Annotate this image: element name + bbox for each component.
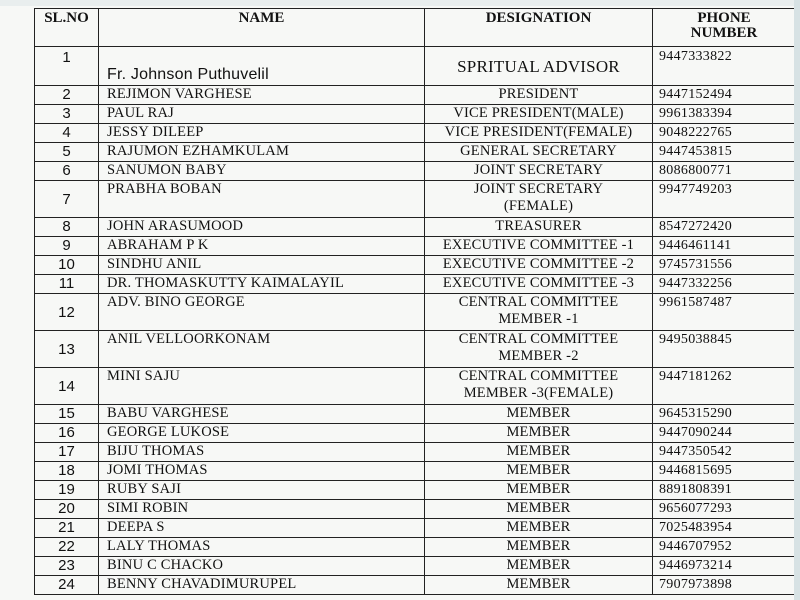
header-name: NAME <box>99 9 425 47</box>
cell-sl-no: 23 <box>35 557 99 576</box>
cell-name: DR. THOMASKUTTY KAIMALAYIL <box>99 275 425 294</box>
cell-designation <box>425 47 653 86</box>
designation-line: MEMBER <box>506 557 571 573</box>
designation-line: PRESIDENT <box>498 86 579 102</box>
table-row <box>35 424 796 443</box>
table-body <box>35 47 796 595</box>
table-row <box>35 237 796 256</box>
cell-designation <box>425 256 653 275</box>
table-row <box>35 218 796 237</box>
cell-phone: 9745731556 <box>653 256 796 275</box>
cell-sl-no: 16 <box>35 424 99 443</box>
cell-name: BABU VARGHESE <box>99 405 425 424</box>
cell-designation <box>425 86 653 105</box>
designation-line: MEMBER <box>506 538 571 554</box>
table-row <box>35 105 796 124</box>
cell-designation <box>425 124 653 143</box>
cell-phone: 9495038845 <box>653 331 796 368</box>
cell-phone: 8891808391 <box>653 481 796 500</box>
cell-sl-no: 19 <box>35 481 99 500</box>
designation-line: TREASURER <box>495 218 582 234</box>
cell-sl-no: 3 <box>35 105 99 124</box>
cell-designation <box>425 519 653 538</box>
header-phone-line2: NUMBER <box>690 25 758 41</box>
cell-phone: 9656077293 <box>653 500 796 519</box>
designation-line: EXECUTIVE COMMITTEE -2 <box>442 256 635 272</box>
cell-designation <box>425 405 653 424</box>
designation-line: EXECUTIVE COMMITTEE -3 <box>442 275 635 291</box>
designation-line: VICE PRESIDENT(MALE) <box>453 105 624 121</box>
cell-phone: 9446815695 <box>653 462 796 481</box>
cell-phone: 9645315290 <box>653 405 796 424</box>
designation-line: JOINT SECRETARY <box>473 181 604 197</box>
cell-designation <box>425 162 653 181</box>
table-row <box>35 405 796 424</box>
cell-name: JESSY DILEEP <box>99 124 425 143</box>
cell-name: RUBY SAJI <box>99 481 425 500</box>
cell-phone: 9447181262 <box>653 368 796 405</box>
cell-sl-no: 15 <box>35 405 99 424</box>
cell-designation <box>425 181 653 218</box>
table-row <box>35 86 796 105</box>
table-row <box>35 443 796 462</box>
cell-phone: 9447333822 <box>653 47 796 86</box>
cell-name: MINI SAJU <box>99 368 425 405</box>
designation-line: MEMBER <box>506 500 571 516</box>
page-top-edge <box>0 0 800 6</box>
designation-line: MEMBER -2 <box>498 348 579 364</box>
table-row <box>35 256 796 275</box>
cell-designation <box>425 218 653 237</box>
cell-phone: 9447453815 <box>653 143 796 162</box>
cell-sl-no: 24 <box>35 576 99 595</box>
designation-line: EXECUTIVE COMMITTEE -1 <box>442 237 635 253</box>
cell-sl-no: 12 <box>35 294 99 331</box>
cell-designation <box>425 143 653 162</box>
designation-line: MEMBER <box>506 576 571 592</box>
table-row <box>35 500 796 519</box>
cell-sl-no: 17 <box>35 443 99 462</box>
table-row <box>35 519 796 538</box>
header-designation: DESIGNATION <box>425 9 653 47</box>
designation-line: CENTRAL COMMITTEE <box>458 294 619 310</box>
cell-name: PRABHA BOBAN <box>99 181 425 218</box>
cell-designation <box>425 331 653 368</box>
cell-designation <box>425 538 653 557</box>
cell-sl-no: 8 <box>35 218 99 237</box>
cell-name: RAJUMON EZHAMKULAM <box>99 143 425 162</box>
cell-designation <box>425 237 653 256</box>
designation-line: MEMBER <box>506 443 571 459</box>
cell-name: SINDHU ANIL <box>99 256 425 275</box>
table-row <box>35 162 796 181</box>
designation-line: MEMBER <box>506 462 571 478</box>
cell-name: ADV. BINO GEORGE <box>99 294 425 331</box>
cell-name: REJIMON VARGHESE <box>99 86 425 105</box>
cell-phone: 9446973214 <box>653 557 796 576</box>
header-phone-number <box>653 9 796 47</box>
cell-phone: 7025483954 <box>653 519 796 538</box>
cell-phone: 9447152494 <box>653 86 796 105</box>
table-row <box>35 538 796 557</box>
cell-phone: 9961587487 <box>653 294 796 331</box>
cell-sl-no: 7 <box>35 181 99 218</box>
cell-sl-no: 21 <box>35 519 99 538</box>
table-row <box>35 294 796 331</box>
cell-phone: 9447090244 <box>653 424 796 443</box>
designation-line: MEMBER -3(FEMALE) <box>463 385 614 401</box>
cell-designation <box>425 294 653 331</box>
cell-name: PAUL RAJ <box>99 105 425 124</box>
cell-name: GEORGE LUKOSE <box>99 424 425 443</box>
cell-name: LALY THOMAS <box>99 538 425 557</box>
table-row <box>35 331 796 368</box>
cell-sl-no: 1 <box>35 47 99 86</box>
cell-name: DEEPA S <box>99 519 425 538</box>
cell-sl-no: 13 <box>35 331 99 368</box>
designation-line: MEMBER <box>506 519 571 535</box>
cell-designation <box>425 275 653 294</box>
cell-designation <box>425 557 653 576</box>
cell-sl-no: 4 <box>35 124 99 143</box>
cell-sl-no: 22 <box>35 538 99 557</box>
cell-sl-no: 18 <box>35 462 99 481</box>
cell-designation <box>425 443 653 462</box>
table-row <box>35 462 796 481</box>
cell-name: ANIL VELLOORKONAM <box>99 331 425 368</box>
cell-phone: 7907973898 <box>653 576 796 595</box>
cell-name: JOMI THOMAS <box>99 462 425 481</box>
cell-designation <box>425 105 653 124</box>
cell-phone: 9947749203 <box>653 181 796 218</box>
header-phone-line1: PHONE <box>697 10 751 26</box>
table-row <box>35 368 796 405</box>
designation-line: (FEMALE) <box>503 198 574 214</box>
cell-sl-no: 14 <box>35 368 99 405</box>
cell-name: JOHN ARASUMOOD <box>99 218 425 237</box>
header-sl-no: SL.NO <box>35 9 99 47</box>
table-row <box>35 124 796 143</box>
cell-name: BINU C CHACKO <box>99 557 425 576</box>
cell-sl-no: 9 <box>35 237 99 256</box>
cell-name: SIMI ROBIN <box>99 500 425 519</box>
cell-sl-no: 2 <box>35 86 99 105</box>
designation-line: CENTRAL COMMITTEE <box>458 331 619 347</box>
cell-name: ABRAHAM P K <box>99 237 425 256</box>
cell-designation <box>425 462 653 481</box>
cell-designation <box>425 368 653 405</box>
committee-table <box>34 8 796 595</box>
designation-line: SPRITUAL ADVISOR <box>457 56 620 76</box>
cell-sl-no: 10 <box>35 256 99 275</box>
table-row <box>35 181 796 218</box>
cell-designation <box>425 424 653 443</box>
cell-phone: 9048222765 <box>653 124 796 143</box>
cell-phone: 8547272420 <box>653 218 796 237</box>
cell-phone: 9447350542 <box>653 443 796 462</box>
table-row <box>35 576 796 595</box>
designation-line: MEMBER <box>506 405 571 421</box>
cell-sl-no: 11 <box>35 275 99 294</box>
designation-line: JOINT SECRETARY <box>473 162 604 178</box>
table-row <box>35 47 796 86</box>
designation-line: VICE PRESIDENT(FEMALE) <box>444 124 633 140</box>
cell-name: BIJU THOMAS <box>99 443 425 462</box>
cell-phone: 8086800771 <box>653 162 796 181</box>
designation-line: MEMBER -1 <box>498 311 579 327</box>
designation-line: MEMBER <box>506 481 571 497</box>
cell-designation <box>425 500 653 519</box>
cell-sl-no: 20 <box>35 500 99 519</box>
cell-name: BENNY CHAVADIMURUPEL <box>99 576 425 595</box>
cell-designation <box>425 481 653 500</box>
cell-phone: 9961383394 <box>653 105 796 124</box>
table-header-row <box>35 9 796 47</box>
cell-designation <box>425 576 653 595</box>
cell-phone: 9447332256 <box>653 275 796 294</box>
table-row <box>35 481 796 500</box>
page-right-edge <box>794 0 800 600</box>
table-row <box>35 275 796 294</box>
cell-sl-no: 5 <box>35 143 99 162</box>
cell-phone: 9446461141 <box>653 237 796 256</box>
designation-line: MEMBER <box>506 424 571 440</box>
cell-name: SANUMON BABY <box>99 162 425 181</box>
table-row <box>35 143 796 162</box>
cell-name: Fr. Johnson Puthuvelil <box>99 47 425 86</box>
table-row <box>35 557 796 576</box>
cell-phone: 9446707952 <box>653 538 796 557</box>
designation-line: GENERAL SECRETARY <box>460 143 617 159</box>
cell-sl-no: 6 <box>35 162 99 181</box>
designation-line: CENTRAL COMMITTEE <box>458 368 619 384</box>
